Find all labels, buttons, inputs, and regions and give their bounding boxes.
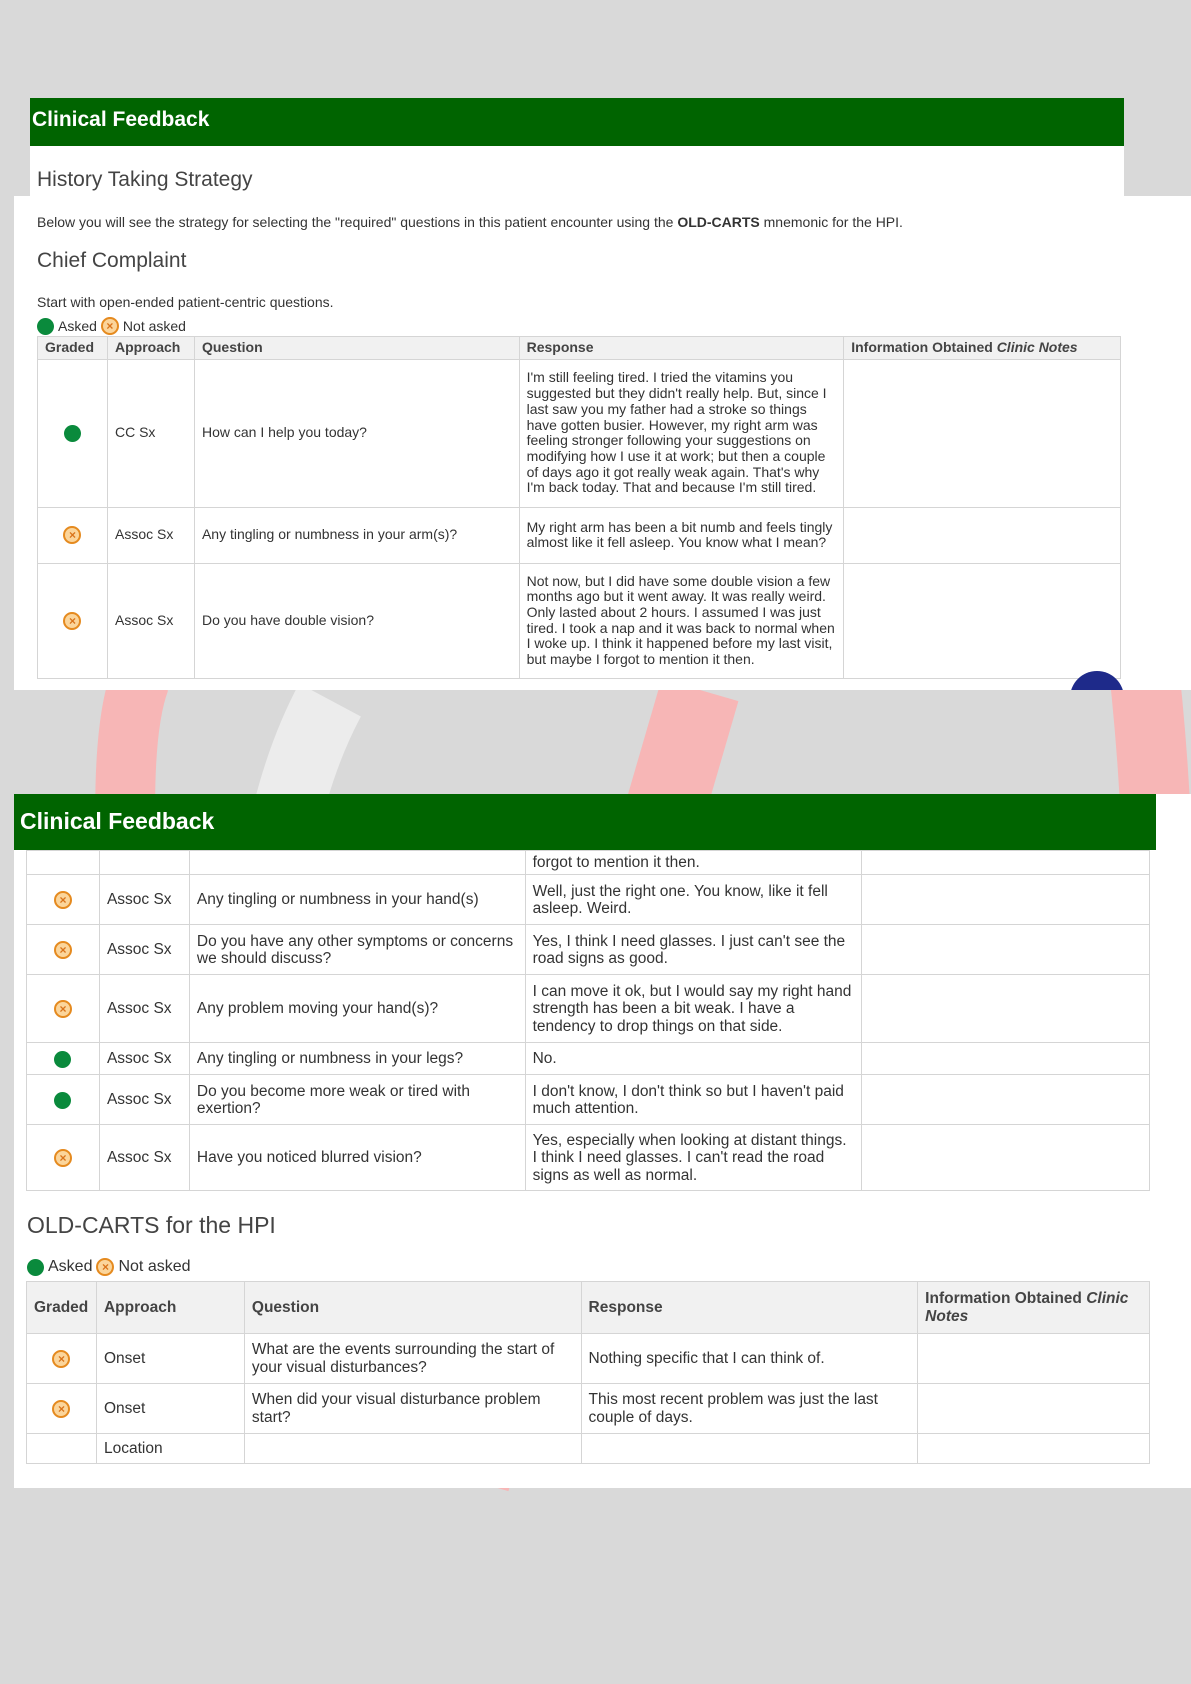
col-response: Response (519, 337, 844, 360)
asked-icon (54, 1051, 71, 1068)
table-row (27, 875, 1150, 925)
graded-cell (38, 507, 108, 563)
header-title-2: Clinical Feedback (20, 808, 215, 834)
col-response: Response (581, 1282, 918, 1334)
chief-intro-text: Start with open-ended patient-centric questions. (37, 294, 334, 310)
table-row (27, 1043, 1150, 1075)
graded-cell (27, 975, 100, 1043)
response-cell: No. (525, 1043, 862, 1075)
chief-complaint-table (37, 336, 1121, 679)
approach-cell: Assoc Sx (99, 1125, 189, 1191)
oldcarts-table (26, 1281, 1150, 1464)
col-graded: Graded (27, 1282, 97, 1334)
graded-cell (38, 563, 108, 678)
question-cell: Any tingling or numbness in your legs? (189, 1043, 525, 1075)
header-title: Clinical Feedback (32, 108, 210, 131)
info-cell (918, 1334, 1150, 1384)
question-cell: Do you become more weak or tired with exertion? (189, 1075, 525, 1125)
not-asked-icon: × (54, 891, 72, 909)
approach-cell: Assoc Sx (99, 925, 189, 975)
chief-complaint-table-continued (26, 850, 1150, 1191)
response-cell: Nothing specific that I can think of. (581, 1334, 918, 1384)
chief-complaint-title: Chief Complaint (37, 249, 187, 272)
not-asked-icon: × (54, 1000, 72, 1018)
approach-cell: Onset (96, 1334, 244, 1384)
approach-cell: Assoc Sx (107, 563, 194, 678)
question-cell: Any problem moving your hand(s)? (189, 975, 525, 1043)
info-cell (862, 975, 1150, 1043)
asked-icon (27, 1259, 44, 1276)
question-cell: Do you have double vision? (194, 563, 519, 678)
graded-cell (38, 359, 108, 507)
clinical-feedback-header-2 (14, 794, 1156, 850)
table-row (38, 507, 1121, 563)
question-cell: When did your visual disturbance problem start? (244, 1384, 581, 1434)
asked-icon (64, 425, 81, 442)
graded-cell (27, 1043, 100, 1075)
graded-cell (27, 1075, 100, 1125)
col-question: Question (194, 337, 519, 360)
question-cell: How can I help you today? (194, 359, 519, 507)
graded-cell (27, 1384, 97, 1434)
approach-cell: Location (96, 1434, 244, 1464)
asked-icon (37, 318, 54, 335)
response-cell: Yes, especially when looking at distant things. I think I need glasses. I can't read the road signs as well as normal. (525, 1125, 862, 1191)
not-asked-icon: × (54, 941, 72, 959)
oldcarts-title: OLD-CARTS for the HPI (27, 1212, 276, 1238)
info-cell (918, 1434, 1150, 1464)
response-cell: Not now, but I did have some double vision a few months ago but it went away. It was really weird. Only lasted about 2 hours. I assumed I was just tired. I took a nap and it was back to normal when I woke up. I think it happened before my last visit, but maybe I forgot to mention it then. (519, 563, 844, 678)
col-approach: Approach (96, 1282, 244, 1334)
response-cell: My right arm has been a bit numb and feels tingly almost like it fell asleep. You know what I mean? (519, 507, 844, 563)
approach-cell: Assoc Sx (107, 507, 194, 563)
not-asked-icon: × (96, 1258, 114, 1276)
not-asked-icon: × (54, 1149, 72, 1167)
info-cell (844, 359, 1121, 507)
response-cell: I can move it ok, but I would say my right hand strength has been a bit weak. I have a tendency to drop things on that side. (525, 975, 862, 1043)
legend-top: Asked × Not asked (37, 317, 186, 335)
question-cell: Have you noticed blurred vision? (189, 1125, 525, 1191)
table-row (38, 359, 1121, 507)
response-cell: I'm still feeling tired. I tried the vitamins you suggested but they didn't really help. But, since I last saw you my father had a stroke so things have gotten busier. However, my right arm was feeling stronger following your suggestions on modifying how I use it at work; but then a couple of days ago it got really weak again. That's why I'm back today. That and because I'm still tired. (519, 359, 844, 507)
table-row (27, 1125, 1150, 1191)
question-cell: Any tingling or numbness in your hand(s) (189, 875, 525, 925)
approach-cell: Assoc Sx (99, 975, 189, 1043)
table-row-continued: forgot to mention it then. (27, 851, 1150, 875)
help-icon[interactable] (1070, 671, 1124, 690)
asked-icon (54, 1092, 71, 1109)
not-asked-icon: × (101, 317, 119, 335)
approach-cell: Assoc Sx (99, 1043, 189, 1075)
clinical-feedback-header (30, 98, 1124, 146)
col-question: Question (244, 1282, 581, 1334)
table-row (27, 1075, 1150, 1125)
graded-cell (27, 1125, 100, 1191)
response-cell: This most recent problem was just the last couple of days. (581, 1384, 918, 1434)
table-row (27, 925, 1150, 975)
table-row (27, 975, 1150, 1043)
response-cell: Well, just the right one. You know, like it fell asleep. Weird. (525, 875, 862, 925)
history-taking-title: History Taking Strategy (37, 168, 253, 191)
legend-bottom: Asked × Not asked (27, 1258, 191, 1276)
table-row (27, 1384, 1150, 1434)
question-cell: Any tingling or numbness in your arm(s)? (194, 507, 519, 563)
response-cell (581, 1434, 918, 1464)
not-asked-icon: × (63, 612, 81, 630)
not-asked-icon: × (52, 1400, 70, 1418)
approach-cell: Onset (96, 1384, 244, 1434)
info-cell (862, 875, 1150, 925)
info-cell (918, 1384, 1150, 1434)
col-approach: Approach (107, 337, 194, 360)
response-cell: I don't know, I don't think so but I haven't paid much attention. (525, 1075, 862, 1125)
col-info: Information Obtained Clinic Notes (844, 337, 1121, 360)
question-cell (244, 1434, 581, 1464)
approach-cell: Assoc Sx (99, 1075, 189, 1125)
question-cell: What are the events surrounding the start of your visual disturbances? (244, 1334, 581, 1384)
not-asked-icon: × (63, 526, 81, 544)
col-info: Information Obtained Clinic Notes (918, 1282, 1150, 1334)
intro-text: Below you will see the strategy for selecting the "required" questions in this patient encounter using the OLD-CARTS mnemonic for the HPI. (37, 214, 903, 230)
table-row (27, 1434, 1150, 1464)
graded-cell (27, 1434, 97, 1464)
info-cell (862, 1075, 1150, 1125)
graded-cell (27, 1334, 97, 1384)
info-cell (862, 1125, 1150, 1191)
not-asked-icon: × (52, 1350, 70, 1368)
table-row (38, 563, 1121, 678)
approach-cell: CC Sx (107, 359, 194, 507)
graded-cell (27, 875, 100, 925)
info-cell (844, 507, 1121, 563)
info-cell (844, 563, 1121, 678)
table-row (27, 1334, 1150, 1384)
graded-cell (27, 925, 100, 975)
approach-cell: Assoc Sx (99, 875, 189, 925)
info-cell (862, 925, 1150, 975)
question-cell: Do you have any other symptoms or concerns we should discuss? (189, 925, 525, 975)
response-cell: Yes, I think I need glasses. I just can't see the road signs as good. (525, 925, 862, 975)
col-graded: Graded (38, 337, 108, 360)
info-cell (862, 1043, 1150, 1075)
